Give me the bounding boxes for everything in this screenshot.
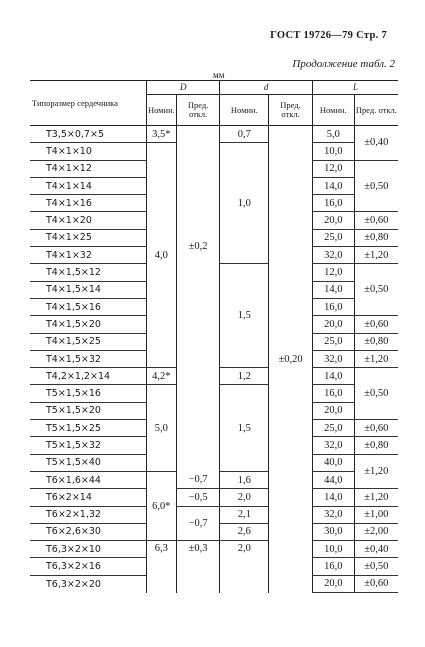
core-size: Т6×2×1,32 [30, 506, 146, 523]
D-nom-header: Номин. [146, 95, 176, 126]
L-nominal: 12,0 [312, 264, 354, 281]
L-nominal: 25,0 [312, 420, 354, 437]
L-tolerance: ±0,80 [354, 333, 398, 350]
L-nominal: 20,0 [312, 316, 354, 333]
core-size: Т4×1,5×14 [30, 281, 146, 298]
L-tolerance: ±0,80 [354, 437, 398, 454]
L-tolerance: ±1,00 [354, 506, 398, 523]
core-size: Т6,3×2×20 [46, 578, 101, 590]
D-tol-header: Пред. откл. [176, 95, 220, 126]
L-tolerance: ±1,20 [354, 247, 398, 264]
L-nominal: 20,0 [312, 575, 354, 592]
page-header: ГОСТ 19726—79 Стр. 7 [270, 30, 387, 41]
D-nominal: 6,0* [146, 471, 176, 540]
L-tolerance: ±1,20 [354, 350, 398, 367]
L-nominal: 12,0 [312, 160, 354, 177]
L-nominal: 16,0 [312, 195, 354, 212]
core-size: Т4×1×32 [30, 247, 146, 264]
core-size: Т4×1,5×12 [30, 264, 146, 281]
D-tolerance-empty [176, 368, 220, 472]
L-nominal: 16,0 [312, 558, 354, 575]
D-tolerance: ±0,2 [176, 126, 220, 368]
L-nominal: 16,0 [312, 298, 354, 315]
core-size: Т4×1×12 [30, 160, 146, 177]
L-tolerance: ±1,20 [354, 454, 398, 489]
core-size: Т5×1,5×32 [30, 437, 146, 454]
L-nominal: 10,0 [312, 541, 354, 558]
d-nominal: 1,6 [220, 471, 269, 488]
core-size: Т6,3×2×16 [30, 558, 146, 575]
core-size: Т5×1,5×25 [30, 420, 146, 437]
core-size: Т4,2×1,2×14 [30, 368, 146, 385]
dimensions-table [30, 80, 398, 593]
L-nom-header: Номин. [312, 95, 354, 126]
L-nominal: 14,0 [312, 177, 354, 194]
L-nominal: 5,0 [312, 126, 354, 143]
core-size: Т4×1,5×32 [30, 350, 146, 367]
L-tolerance: ±2,00 [354, 523, 398, 540]
col-type-header: Типоразмер сердечника [30, 81, 146, 126]
L-tolerance: ±0,60 [354, 212, 398, 229]
L-nominal: 14,0 [312, 281, 354, 298]
core-size: Т3,5×0,7×5 [30, 126, 146, 143]
D-nominal: 4,2* [146, 368, 176, 385]
core-size: Т4×1×10 [30, 143, 146, 160]
core-size: Т6×2,6×30 [30, 523, 146, 540]
D-tolerance: −0,5 [176, 489, 220, 506]
core-size: Т4×1×14 [30, 177, 146, 194]
d-tol-header: Пред. откл. [269, 95, 313, 126]
d-nominal: 1,2 [220, 368, 269, 385]
L-nominal: 25,0 [312, 229, 354, 246]
L-nominal: 20,0 [312, 212, 354, 229]
core-size: Т6,3×2×10 [30, 541, 146, 558]
core-size: Т5×1,5×40 [30, 454, 146, 471]
units-label: мм [213, 70, 225, 80]
L-tolerance: ±0,50 [354, 558, 398, 575]
core-size: Т4×1,5×25 [30, 333, 146, 350]
L-tol-header: Пред. откл. [354, 95, 398, 126]
L-nominal: 30,0 [312, 523, 354, 540]
D-nominal: 5,0 [146, 385, 176, 471]
D-nominal: 4,0 [146, 143, 176, 368]
L-nominal: 16,0 [312, 385, 354, 402]
core-size: Т5×1,5×20 [30, 402, 146, 419]
core-size: Т4×1,5×20 [30, 316, 146, 333]
L-tolerance: ±0,50 [354, 368, 398, 420]
L-tolerance: ±0,60 [354, 575, 398, 592]
L-tolerance: ±1,20 [354, 489, 398, 506]
d-nominal: 0,7 [220, 126, 269, 143]
core-size: Т4×1×16 [30, 195, 146, 212]
L-nominal: 32,0 [312, 247, 354, 264]
D-nominal: 3,5* [146, 126, 176, 143]
D-tolerance: −0,7 [176, 471, 220, 488]
col-L-header: L [312, 81, 398, 95]
d-nominal: 2,0 [220, 541, 269, 593]
d-nominal: 2,6 [220, 523, 269, 540]
L-nominal: 14,0 [312, 489, 354, 506]
L-nominal: 32,0 [312, 350, 354, 367]
core-size: Т4×1×25 [30, 229, 146, 246]
L-nominal: 44,0 [312, 471, 354, 488]
L-tolerance: ±0,50 [354, 160, 398, 212]
d-nominal: 2,1 [220, 506, 269, 523]
d-nominal: 1,5 [220, 264, 269, 368]
D-tolerance: −0,7 [176, 506, 220, 541]
table-continuation-caption: Продолжение табл. 2 [292, 58, 395, 70]
core-size: Т4×1,5×16 [30, 298, 146, 315]
L-tolerance: ±0,60 [354, 316, 398, 333]
L-nominal: 32,0 [312, 437, 354, 454]
col-d-header: d [220, 81, 312, 95]
L-tolerance: ±0,40 [354, 541, 398, 558]
L-nominal: 32,0 [312, 506, 354, 523]
d-tolerance: ±0,20 [269, 126, 313, 593]
L-tolerance: ±0,50 [354, 264, 398, 316]
L-nominal: 40,0 [312, 454, 354, 471]
L-nominal: 20,0 [312, 402, 354, 419]
core-size: Т6×2×14 [30, 489, 146, 506]
D-tolerance: ±0,3 [176, 541, 220, 593]
L-nominal: 10,0 [312, 143, 354, 160]
D-nominal: 6,3 [146, 541, 176, 593]
core-size: Т6×1,6×44 [30, 471, 146, 488]
L-tolerance: ±0,40 [354, 126, 398, 161]
core-size: Т4×1×20 [30, 212, 146, 229]
col-D-header: D [146, 81, 220, 95]
d-nominal: 1,5 [220, 385, 269, 471]
L-tolerance: ±0,80 [354, 229, 398, 246]
core-size: Т5×1,5×16 [30, 385, 146, 402]
L-nominal: 25,0 [312, 333, 354, 350]
L-tolerance: ±0,60 [354, 420, 398, 437]
d-nominal: 2,0 [220, 489, 269, 506]
d-nom-header: Номин. [220, 95, 269, 126]
d-nominal: 1,0 [220, 143, 269, 264]
L-nominal: 14,0 [312, 368, 354, 385]
